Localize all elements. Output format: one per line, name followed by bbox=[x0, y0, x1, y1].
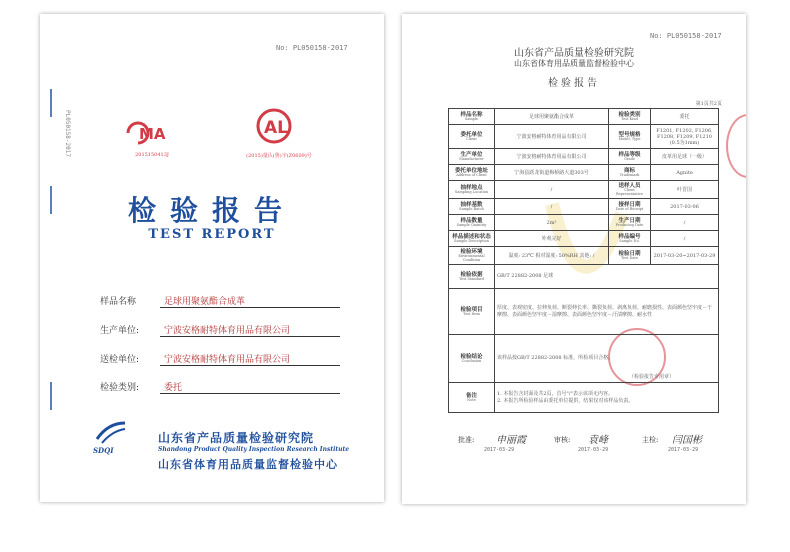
client-value: 宁波安格耐特体育用品有限公司 bbox=[495, 125, 609, 149]
standard-value: GB/T 22882-2008 足球 bbox=[495, 265, 719, 289]
manufacturer-value: 宁波安格耐特体育用品有限公司 bbox=[495, 149, 609, 165]
table-row: 检验依据 Test Standard GB/T 22882-2008 足球 bbox=[449, 265, 719, 289]
table-row: 委托单位地址 Address of Client 宁海县跃龙街道梅桥路大道303号 商标 Trademark Agnite bbox=[449, 165, 719, 181]
institute-name: 山东省产品质量检验研究院 bbox=[158, 431, 315, 445]
report-stamp-label: （检验报告专用章） bbox=[628, 373, 674, 380]
cover-report-number: No: PL050158-2017 bbox=[276, 44, 348, 52]
table-row: 委托单位 Client 宁波安格耐特体育用品有限公司 型号规格 Model, Type F1201, F1202, F1206, F1208, F1209, F1210 (0.5为1mm) bbox=[449, 125, 719, 149]
table-row: 备注 Note 1. 本报告含封面及共2页，首号"/"表示该项无内容。 2. 本报告所检验样品由委托单位提供，结果仅对该样品负责。 bbox=[449, 383, 719, 413]
table-row: 抽样基数 Sample Batch / 接样日期 Date of Receipt 2017-03-06 bbox=[449, 199, 719, 215]
table-row: 检验项目 Test Item 厚度、表观密度、拉伸负荷、断裂伸长率、撕裂负荷、剥离负荷、耐磨损性、表面颜色坚牢度－干摩擦、表面颜色坚牢度－湿摩擦、表面颜色坚牢度－汗渍摩擦、耐水性 bbox=[449, 289, 719, 335]
remarks-cell bbox=[495, 383, 719, 413]
report-heading-center: 山东省体育用品质量监督检验中心 bbox=[514, 59, 634, 68]
field-label: 样品名称 bbox=[100, 297, 137, 307]
inspector-date: 2017-03-29 bbox=[668, 447, 699, 453]
cma-caption: 2015150413J bbox=[135, 152, 169, 158]
approver-date: 2017-03-29 bbox=[484, 447, 515, 453]
table-row: 检验环境 Environmental Condition 温度: 23℃ 相对湿度: 50%RH 其他: / 检验日期 Test Date 2017-03-20~2017-03-29 bbox=[449, 247, 719, 265]
reviewer-date: 2017-03-29 bbox=[578, 447, 609, 453]
test-kind-value: 委托 bbox=[651, 109, 719, 125]
binding-mark bbox=[50, 382, 52, 410]
cover-subtitle: TEST REPORT bbox=[148, 227, 276, 242]
table-row: 生产单位 Manufacturer 宁波安格耐特体育用品有限公司 样品等级 Grade 皮革用足球（一级） bbox=[449, 149, 719, 165]
cal-caption: (2015)量认(鲁)字(Z0609)号 bbox=[246, 153, 312, 159]
sample-no-value: / bbox=[651, 231, 719, 247]
cal-logo-icon bbox=[254, 106, 294, 146]
conclusion-value: 该样品按GB/T 22882-2008 标准，所检项目合格。 bbox=[497, 355, 614, 362]
sdqi-logo-icon bbox=[94, 419, 128, 445]
inspector-signature: 闫国彬 bbox=[672, 435, 702, 446]
remark-line: 1. 本报告含封面及共2页，首号"/"表示该项无内容。 bbox=[497, 391, 613, 398]
report-number: No: PL050158-2017 bbox=[650, 32, 722, 40]
approver-signature: 申丽霞 bbox=[496, 435, 526, 446]
field-label: 检验类别: bbox=[100, 383, 140, 393]
sample-quantity-value: 2m² bbox=[495, 215, 609, 231]
test-items-value: 厚度、表观密度、拉伸负荷、断裂伸长率、撕裂负荷、剥离负荷、耐磨损性、表面颜色坚牢度－干摩擦、表面颜色坚牢度－湿摩擦、表面颜色坚牢度－汗渍摩擦、耐水性 bbox=[495, 289, 719, 335]
svg-text:AL: AL bbox=[264, 118, 288, 138]
svg-text:MA: MA bbox=[139, 125, 166, 143]
sample-description-value: 外观完好 bbox=[495, 231, 609, 247]
cover-side-number: PL050158-2017 bbox=[64, 110, 71, 157]
sampling-location-value: / bbox=[495, 181, 609, 199]
field-label: 生产单位: bbox=[100, 326, 140, 336]
report-heading-title: 检验报告 bbox=[548, 78, 600, 89]
environment-value: 温度: 23℃ 相对湿度: 50%RH 其他: / bbox=[495, 247, 609, 265]
remark-line: 2. 本报告所检验样品由委托单位提供，结果仅对该样品负责。 bbox=[497, 397, 634, 404]
receipt-date-value: 2017-03-06 bbox=[651, 199, 719, 215]
test-date-value: 2017-03-20~2017-03-29 bbox=[651, 247, 719, 265]
report-heading-institute: 山东省产品质量检验研究院 bbox=[514, 48, 634, 59]
field-value: 宁波安格耐特体育用品有限公司 bbox=[160, 323, 340, 337]
table-row: 样品描述和状态 Sample Description 外观完好 样品编号 Sample No. / bbox=[449, 231, 719, 247]
binding-mark bbox=[50, 89, 52, 117]
page-indicator: 第1页共2页 bbox=[695, 101, 722, 107]
grade-value: 皮革用足球（一级） bbox=[651, 149, 719, 165]
model-value: F1201, F1202, F1206, F1208, F1209, F1210 (0.5为1mm) bbox=[651, 125, 719, 149]
sample-name-value: 足球用聚氨酯合成革 bbox=[495, 109, 609, 125]
conclusion-cell bbox=[495, 335, 719, 383]
trademark-value: Agnite bbox=[651, 165, 719, 181]
sample-batch-value: / bbox=[495, 199, 609, 215]
field-value: 宁波安格耐特体育用品有限公司 bbox=[160, 352, 340, 366]
field-label: 送检单位: bbox=[100, 355, 140, 365]
reviewer-label: 审核: bbox=[554, 436, 571, 444]
report-table bbox=[448, 108, 719, 413]
sdqi-logo-text: SDQI bbox=[93, 446, 114, 455]
cma-logo-icon bbox=[122, 118, 174, 148]
reviewer-signature: 袁峰 bbox=[588, 435, 608, 446]
field-value: 委托 bbox=[160, 380, 340, 394]
seal-stamp-icon bbox=[726, 114, 746, 178]
table-row: 检验结论 Conclusion 该样品按GB/T 22882-2008 标准，所检项目合格。 （检验报告专用章） bbox=[449, 335, 719, 383]
approver-label: 批准: bbox=[458, 436, 475, 444]
client-address-value: 宁海县跃龙街道梅桥路大道303号 bbox=[495, 165, 609, 181]
table-row: 样品名称 Sample 足球用聚氨酯合成革 检验类别 Test Kind 委托 bbox=[449, 109, 719, 125]
table-row: 抽样地点 Sampling Location / 送样人员 Client Representative 叶晋国 bbox=[449, 181, 719, 199]
producing-date-value: / bbox=[651, 215, 719, 231]
institute-name-en: Shandong Product Quality Inspection Research Institute bbox=[158, 446, 350, 453]
inspector-label: 主检: bbox=[642, 436, 659, 444]
field-value: 足球用聚氨酯合成革 bbox=[160, 294, 340, 308]
cover-page bbox=[40, 14, 384, 502]
report-page bbox=[402, 14, 746, 504]
cover-title: 检验报告 bbox=[127, 194, 296, 227]
table-row: 样品数量 Sample Quantity 2m² 生产日期 Producing Date / bbox=[449, 215, 719, 231]
client-representative-value: 叶晋国 bbox=[651, 181, 719, 199]
center-name: 山东省体育用品质量监督检验中心 bbox=[158, 458, 338, 471]
